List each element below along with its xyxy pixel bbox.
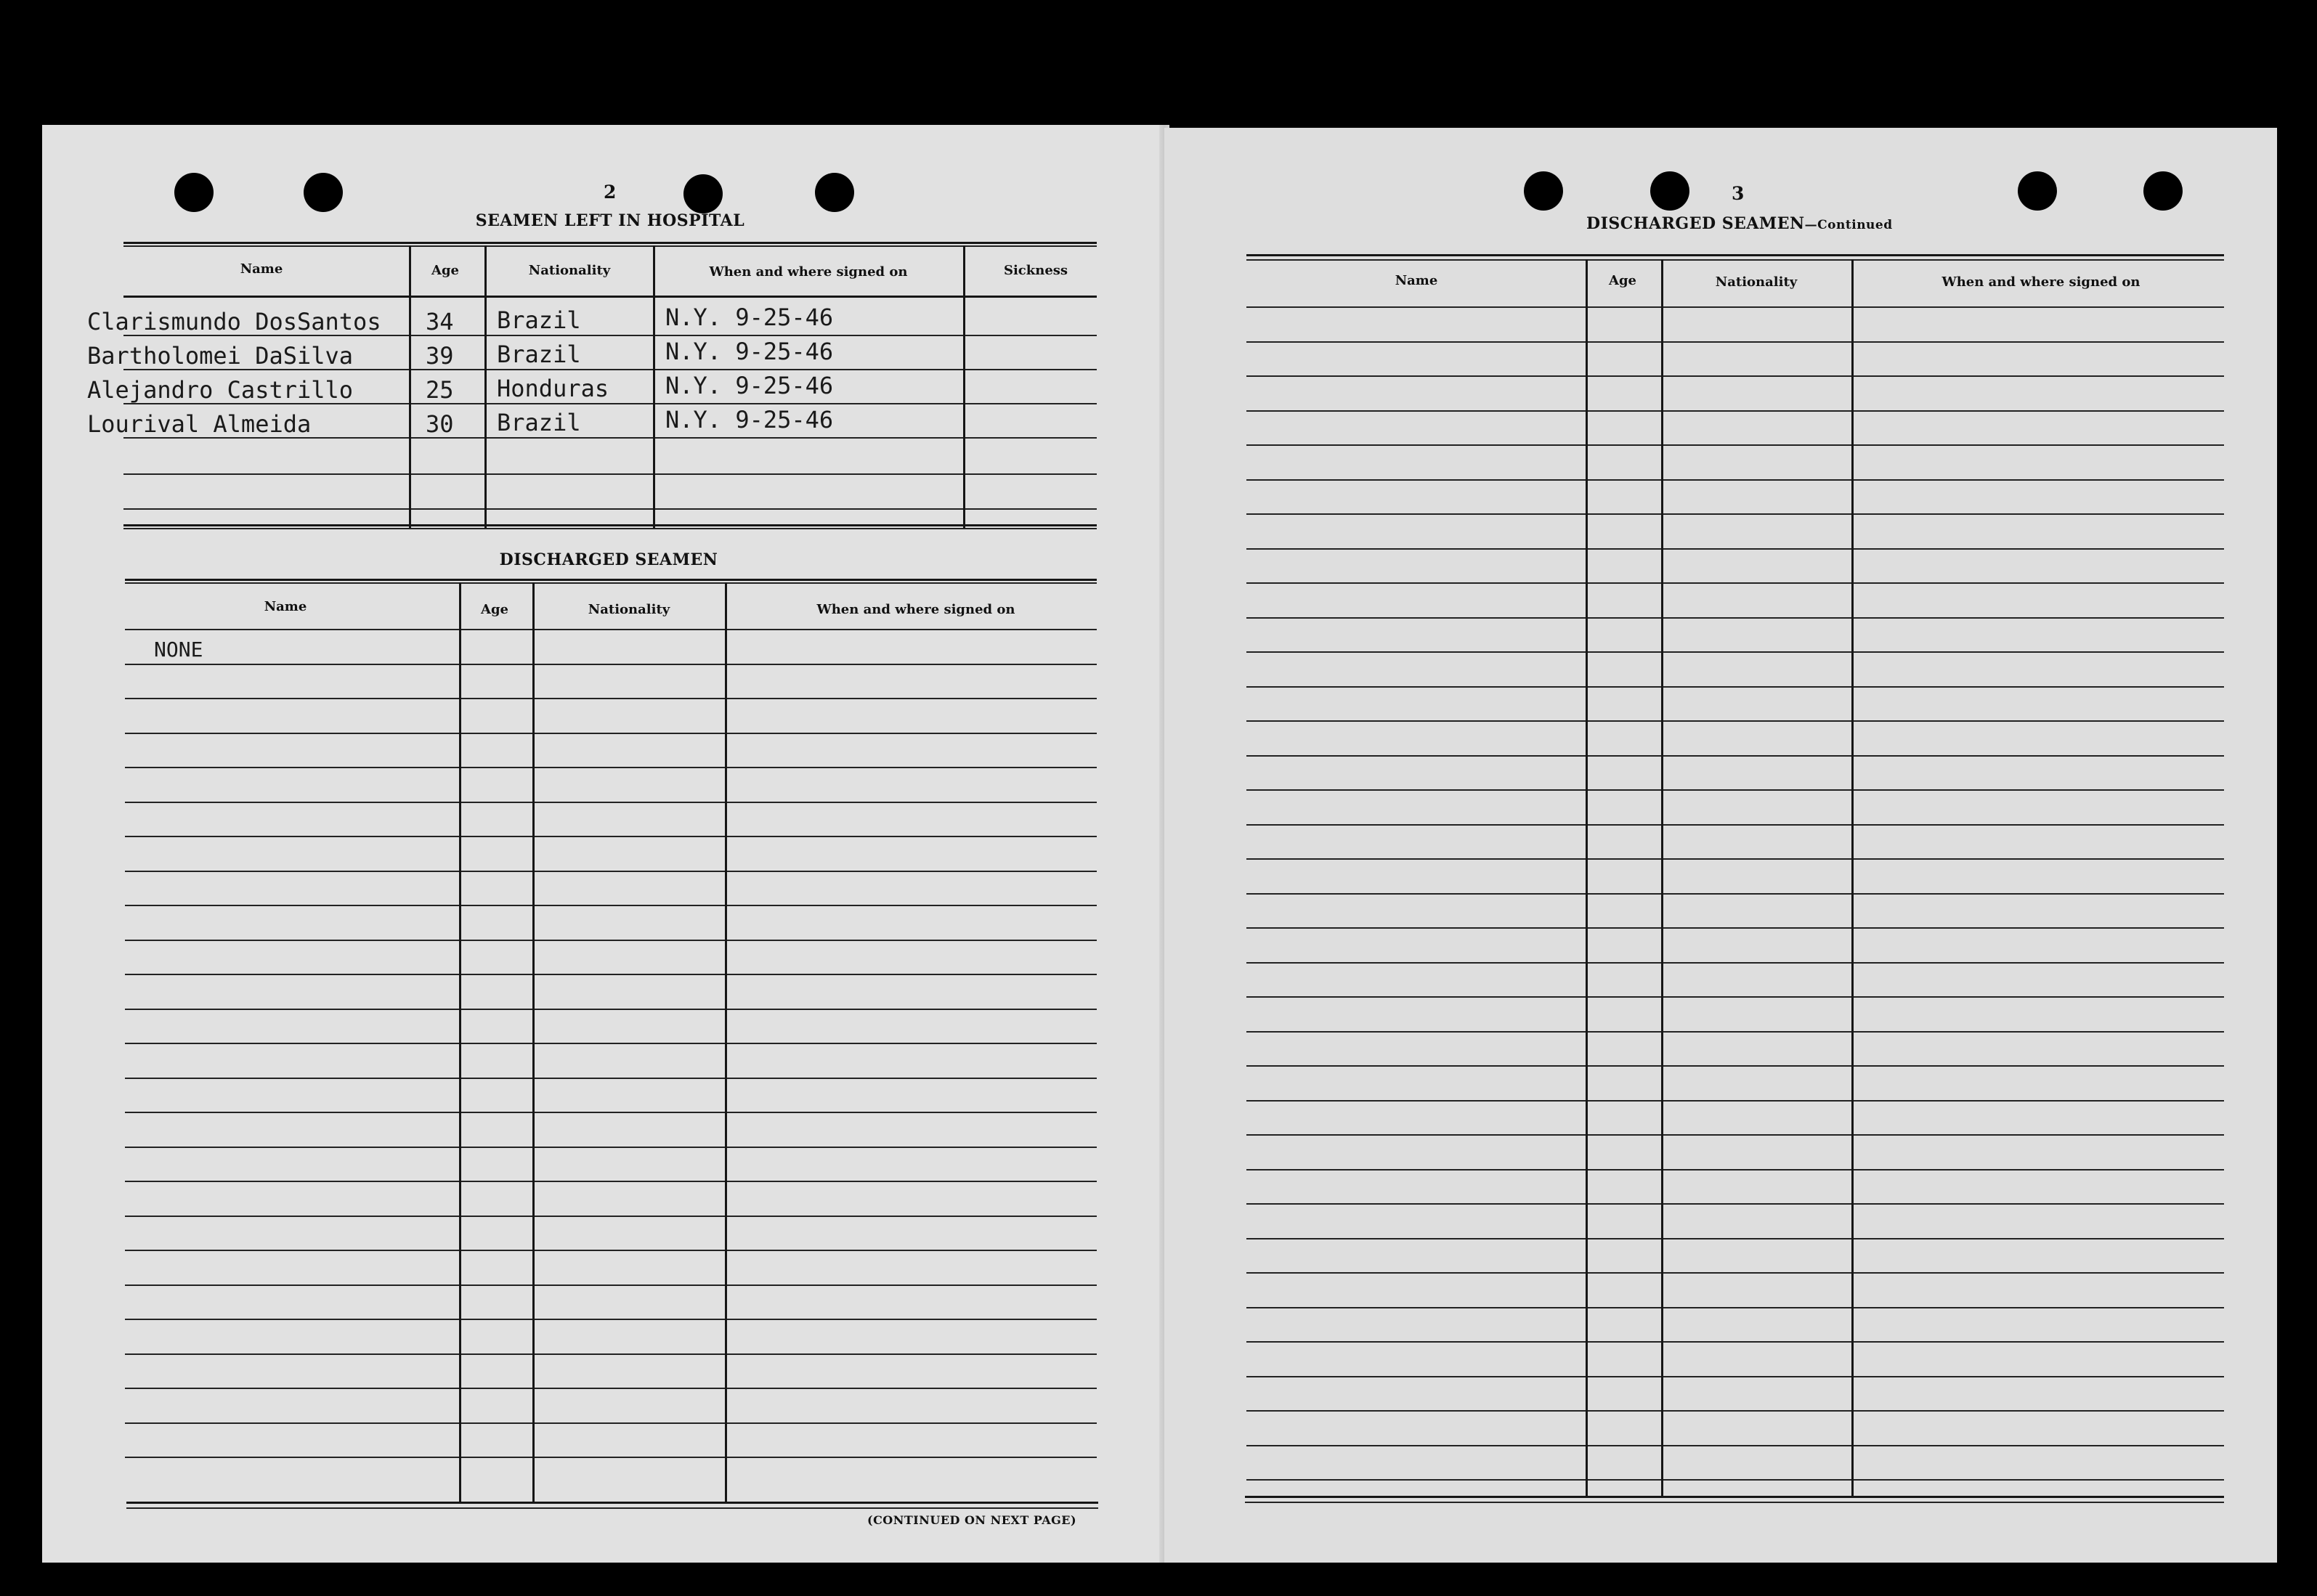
ruled-line [1246,1134,2224,1136]
table-rule [123,524,1097,526]
ruled-line [125,698,1097,699]
punch-hole [683,174,723,213]
column-rule [1661,259,1663,1498]
ruled-line [125,733,1097,734]
ruled-line [125,1250,1097,1251]
column-header-age: Age [480,602,509,617]
ruled-line [125,836,1097,837]
table-rule [126,1502,1098,1504]
ruled-line [125,1457,1097,1458]
seaman-nationality: Brazil [497,341,581,368]
ruled-line [1246,651,2224,653]
ruled-line [1246,444,2224,446]
seaman-name: Lourival Almeida [87,410,312,438]
ruled-line [125,1147,1097,1148]
discharged-section-title: DISCHARGED SEAMEN [499,550,718,569]
ruled-line [125,1284,1097,1286]
ruled-line [1246,789,2224,791]
ruled-line [1246,824,2224,826]
ruled-line [1246,858,2224,860]
left-page [42,125,1164,1563]
ruled-line [125,1422,1097,1424]
table-rule [1246,254,2224,256]
right-page [1164,128,2277,1563]
ruled-line [1246,1445,2224,1446]
seaman-signed-on: N.Y. 9-25-46 [665,304,834,331]
seaman-age: 25 [426,376,454,404]
punch-hole [1524,171,1563,211]
column-header-name: Name [1395,273,1438,288]
ruled-line [1246,617,2224,619]
ruled-line [125,802,1097,803]
ruled-line [1246,410,2224,412]
ruled-line [1246,996,2224,998]
ruled-line [1246,962,2224,964]
ruled-line [125,940,1097,941]
ruled-line [1246,479,2224,481]
ruled-line [1246,1169,2224,1170]
column-header-signed-on: When and where signed on [1941,274,2141,290]
seaman-name: Alejandro Castrillo [87,376,354,404]
punch-hole [174,173,214,212]
table-rule [123,528,1097,529]
punch-hole [304,173,343,212]
continued-note: (CONTINUED ON NEXT PAGE) [867,1513,1077,1527]
ruled-line [125,1216,1097,1217]
column-rule [1851,259,1854,1498]
column-header-age: Age [431,263,460,278]
table-rule [123,296,1097,298]
table-rule [123,242,1097,244]
table-rule [123,245,1097,247]
punch-hole [815,173,854,212]
table-rule [123,508,1097,510]
column-header-name: Name [264,599,307,614]
table-rule [1245,1502,2224,1503]
table-rule [1246,259,2224,261]
column-header-name: Name [240,261,283,277]
seaman-age: 34 [426,308,454,335]
ruled-line [1246,1376,2224,1377]
ruled-line [125,767,1097,768]
ruled-line [125,1181,1097,1182]
seaman-name: Bartholomei DaSilva [87,342,354,370]
title-suffix: —Continued [1804,218,1893,232]
ruled-line [125,1009,1097,1010]
none-entry: NONE [154,638,203,661]
ruled-line [1246,341,2224,343]
punch-hole [2018,171,2057,211]
seaman-age: 39 [426,342,454,370]
page-number-right: 3 [1732,183,1745,204]
ruled-line [1246,1203,2224,1205]
ruled-line [1246,582,2224,584]
ruled-line [1246,1065,2224,1067]
ruled-line [1246,1100,2224,1102]
ruled-line [1246,1272,2224,1274]
ruled-line [125,1388,1097,1389]
ruled-line [1246,927,2224,929]
seaman-nationality: Brazil [497,306,581,334]
ruled-line [1246,306,2224,308]
column-header-nationality: Nationality [528,263,611,278]
column-rule [963,245,965,528]
column-rule [532,582,535,1503]
hospital-section-title: SEAMEN LEFT IN HOSPITAL [475,211,745,230]
ruled-line [125,1112,1097,1113]
seaman-signed-on: N.Y. 9-25-46 [665,338,834,365]
column-rule [1586,259,1588,1498]
seaman-name: Clarismundo DosSantos [87,308,381,335]
seaman-nationality: Honduras [497,375,609,402]
table-rule [125,582,1097,584]
ruled-line [125,974,1097,975]
table-rule [1245,1496,2224,1498]
ruled-line [1246,1479,2224,1481]
table-rule [125,579,1097,581]
column-rule [484,245,487,528]
column-header-sickness: Sickness [1003,263,1068,278]
ruled-line [125,664,1097,665]
seaman-signed-on: N.Y. 9-25-46 [665,372,834,399]
ruled-line [1246,720,2224,722]
discharged-continued-title [1586,214,1893,233]
title-main: DISCHARGED SEAMEN [1586,214,1805,233]
column-rule [459,582,461,1503]
ruled-line [1246,375,2224,377]
column-rule [653,245,655,528]
ruled-line [1246,1031,2224,1033]
ruled-line [1246,755,2224,757]
ruled-line [1246,893,2224,895]
ruled-line [1246,686,2224,688]
ruled-line [125,1319,1097,1320]
ruled-line [125,1353,1097,1355]
seaman-signed-on: N.Y. 9-25-46 [665,406,834,433]
column-header-nationality: Nationality [588,602,670,617]
ruled-line [1246,1410,2224,1412]
ruled-line [1246,1238,2224,1239]
seaman-age: 30 [426,410,454,438]
seaman-nationality: Brazil [497,409,581,436]
ruled-line [1246,1307,2224,1308]
ruled-line [125,905,1097,906]
ruled-line [1246,548,2224,550]
ruled-line [1246,1341,2224,1343]
column-header-nationality: Nationality [1715,274,1798,290]
ruled-line [125,1043,1097,1044]
column-rule [409,245,411,528]
punch-hole [2143,171,2183,211]
ruled-line [1246,513,2224,515]
column-rule [725,582,727,1503]
page-number-left: 2 [604,182,617,203]
column-header-signed-on: When and where signed on [816,602,1015,617]
punch-hole [1650,171,1689,211]
ruled-line [125,871,1097,872]
ruled-line [125,1078,1097,1079]
column-header-age: Age [1608,273,1637,288]
column-header-signed-on: When and where signed on [709,264,908,280]
ruled-line [125,629,1097,630]
table-rule [123,473,1097,475]
table-rule [126,1507,1098,1509]
